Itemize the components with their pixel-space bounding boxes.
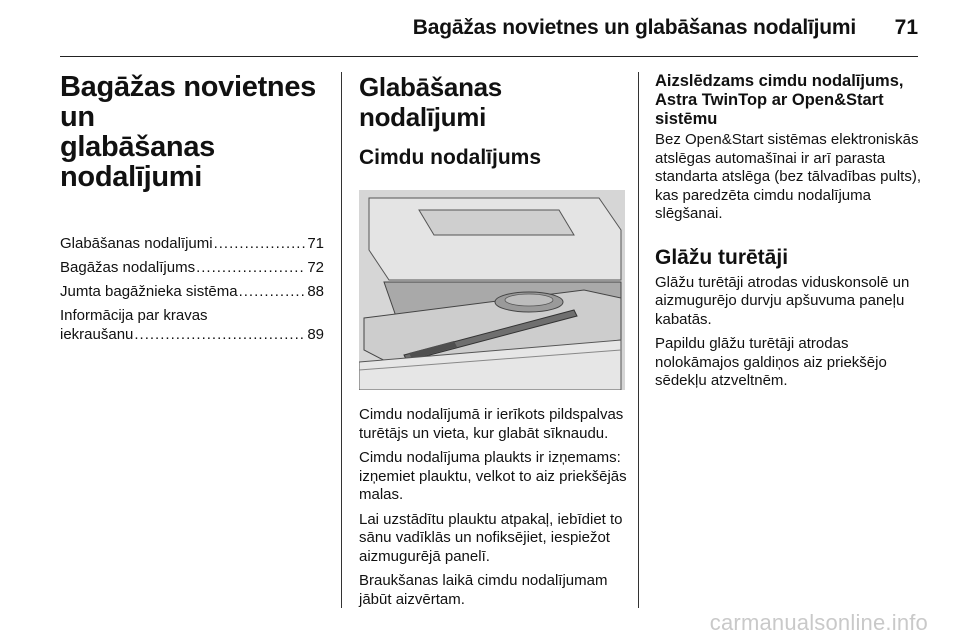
paragraph: Papildu glāžu turētāji atrodas nolokāmajos galdiņos aiz priekšējo sēdekļu atzveltnēm.: [655, 335, 887, 389]
chapter-title-line: glabāšanas: [60, 131, 215, 163]
toc-label: Bagāžas nodalījums: [60, 259, 196, 276]
toc-label: Glabāšanas nodalījumi: [60, 235, 213, 252]
header-title: Bagāžas novietnes un glabāšanas nodalījumi: [412, 16, 856, 39]
toc-leader: [214, 234, 307, 253]
chapter-title: [60, 72, 324, 192]
toc-page: 72: [307, 259, 324, 276]
subsection-heading: Cimdu nodalījums: [359, 146, 542, 169]
chapter-column: [60, 72, 324, 349]
heading-line: sistēmu: [655, 110, 718, 128]
paragraph: Cimdu nodalījumā ir ierīkots pildspalvas turētājs un vieta, kur glabāt sīknaudu.: [359, 406, 624, 442]
info-column: [655, 72, 923, 397]
page-header: [60, 0, 918, 57]
toc-page: 88: [307, 283, 324, 300]
glovebox-illustration: [359, 190, 625, 390]
section-heading: Glabāšanas nodalījumi: [359, 72, 502, 132]
toc-entry[interactable]: [60, 258, 324, 277]
chapter-title-line: nodalījumi: [60, 161, 203, 193]
paragraph: Lai uzstādītu plauktu atpakaļ, iebīdiet to sānu vadīklās un nofiksējiet, iespiežot aizmugurējā panelī.: [359, 510, 623, 565]
column-divider: [341, 72, 342, 608]
toc-leader: [134, 325, 306, 344]
paragraph: Glāžu turētāji atrodas viduskonsolē un aizmugurējo durvju apšuvuma paneļu kabatās.: [655, 273, 910, 328]
toc-page: 71: [307, 235, 324, 252]
toc-entry[interactable]: [60, 306, 324, 344]
heading-line: Aizslēdzams cimdu nodalījums,: [655, 72, 904, 90]
storage-column: [359, 72, 627, 615]
paragraph: Cimdu nodalījuma plaukts ir izņemams: izņemiet plauktu, velkot to aiz priekšējās malas.: [359, 449, 627, 503]
toc-label: Jumta bagāžnieka sistēma: [60, 283, 238, 300]
heading-line: Astra TwinTop ar Open&Start: [655, 91, 884, 109]
toc-leader: [239, 282, 307, 301]
paragraph: Bez Open&Start sistēmas elektroniskās atslēgas automašīnai ir arī parasta standarta atslēga (bez tālvadības pults), kas paredzēta cimdu nodalījuma slēgšanai.: [655, 131, 921, 222]
toc-label: iekraušanu: [60, 326, 134, 343]
toc-label-line: Informācija par kravas: [60, 307, 208, 324]
paragraph: Braukšanas laikā cimdu nodalījumam jābūt aizvērtam.: [359, 572, 608, 608]
toc-leader: [196, 258, 306, 277]
glovebox-drawing: [359, 190, 625, 390]
table-of-contents: [60, 234, 324, 344]
section-heading: Glāžu turētāji: [655, 245, 789, 269]
subsection-heading: [655, 72, 923, 129]
toc-entry[interactable]: [60, 234, 324, 253]
page-number: 71: [894, 16, 918, 39]
toc-page: 89: [307, 326, 324, 343]
column-divider: [638, 72, 639, 608]
chapter-title-line: Bagāžas novietnes un: [60, 71, 316, 133]
toc-entry[interactable]: [60, 282, 324, 301]
watermark: carmanualsonline.info: [709, 610, 928, 635]
